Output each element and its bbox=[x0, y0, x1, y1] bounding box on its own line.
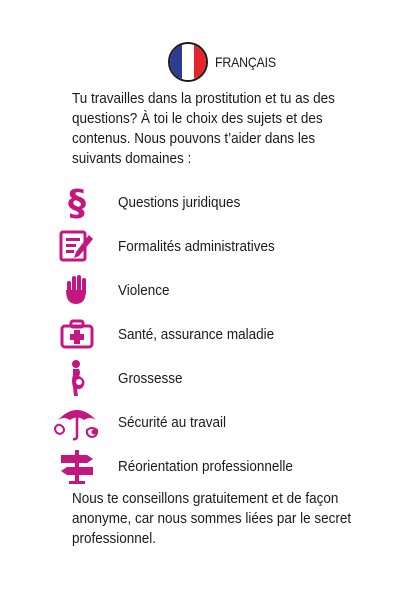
signpost-icon bbox=[52, 446, 102, 486]
language-label: FRANÇAIS bbox=[215, 54, 276, 70]
domain-item-violence bbox=[52, 268, 392, 312]
domain-item-legal bbox=[52, 180, 392, 224]
domain-item-work-safety bbox=[52, 400, 392, 444]
domain-label: Violence bbox=[118, 281, 170, 299]
domain-label: Santé, assurance maladie bbox=[118, 325, 275, 343]
domain-label: Réorientation professionnelle bbox=[118, 457, 293, 475]
domains-list bbox=[52, 180, 392, 488]
domain-label: Questions juridiques bbox=[118, 193, 241, 211]
stop-hand-icon bbox=[52, 270, 102, 310]
france-flag-icon bbox=[168, 42, 208, 82]
domain-item-administrative bbox=[52, 224, 392, 268]
pregnancy-icon bbox=[52, 358, 102, 398]
domain-item-pregnancy bbox=[52, 356, 392, 400]
domain-item-reorientation bbox=[52, 444, 392, 488]
domain-label: Sécurité au travail bbox=[118, 413, 227, 431]
first-aid-kit-icon bbox=[52, 314, 102, 354]
section-sign-icon bbox=[52, 182, 102, 222]
domain-label: Formalités administratives bbox=[118, 237, 275, 255]
domain-item-health bbox=[52, 312, 392, 356]
document-pen-icon bbox=[52, 226, 102, 266]
outro-text: Nous te conseillons gratuitement et de façon anonyme, car nous sommes liées par le secret professionnel. bbox=[72, 490, 352, 547]
domain-label: Grossesse bbox=[118, 369, 183, 387]
intro-text: Tu travailles dans la prostitution et tu as des questions? À toi le choix des sujets et des contenus. Nous pouvons t’aider dans les suivants domaines : bbox=[72, 90, 335, 167]
language-header bbox=[168, 40, 284, 84]
umbrella-protection-icon bbox=[52, 402, 102, 442]
svg-text:§: § bbox=[68, 183, 86, 221]
